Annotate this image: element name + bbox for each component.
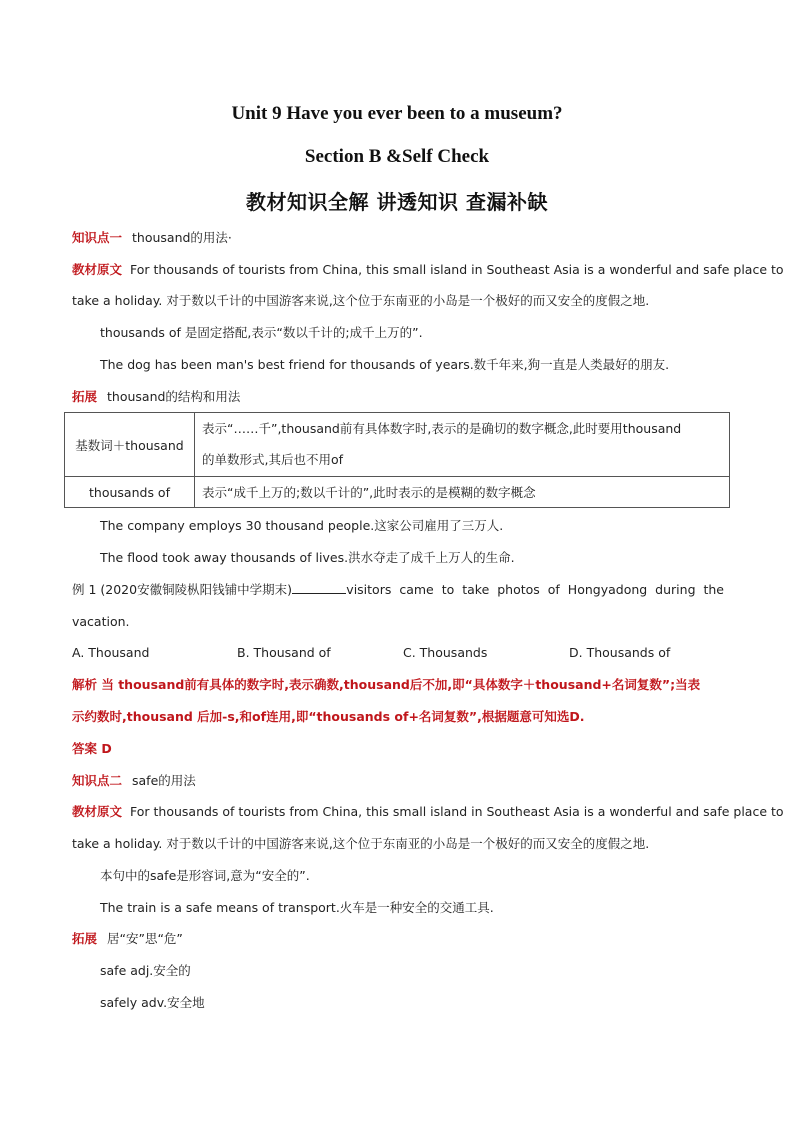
- table-row: [65, 477, 729, 508]
- table-cell-right: [202, 413, 722, 476]
- point1-example: The dog has been man's best friend for thousands of years.数千年来,狗一直是人类最好的朋友.: [100, 357, 670, 372]
- point2-extend: [72, 930, 724, 948]
- point1-note: thousands of 是固定搭配,表示“数以千计的;成千上万的”.: [100, 325, 423, 340]
- section-title: Section B &Self Check: [304, 146, 490, 167]
- point2-example: The train is a safe means of transport.火车是一种安全的交通工具.: [100, 900, 494, 915]
- analysis-line-2: 示约数时,thousand 后加-s,和of连用,即“thousands of+名词复数”,根据题意可知选D.: [72, 709, 585, 724]
- question-stem-rest: visitors came to take photos of Hongyadong during the: [346, 582, 724, 597]
- table-cell-right-line: 的单数形式,其后也不用of: [202, 452, 344, 467]
- answer-blank: [292, 581, 346, 594]
- thousand-usage-table: [64, 412, 730, 508]
- point1-extend-label: 拓展: [72, 389, 98, 404]
- point2-source: [72, 803, 784, 821]
- option-a: A. Thousand: [72, 645, 150, 660]
- subtitle: 教材知识全解 讲透知识 查漏补缺: [246, 190, 548, 214]
- point2-extend-text: 居“安”思“危”: [107, 931, 183, 946]
- point1-text: thousand的用法·: [132, 230, 232, 245]
- point1-extend-text: thousand的结构和用法: [107, 389, 241, 404]
- point1-heading: [72, 229, 724, 247]
- point1-source-en: For thousands of tourists from China, this small island in Southeast Asia is a wonderful and safe place to: [130, 262, 784, 277]
- point1-source-cont: take a holiday. 对于数以千计的中国游客来说,这个位于东南亚的小岛是一个极好的而又安全的度假之地.: [72, 293, 650, 308]
- point1-source-label: 教材原文: [72, 262, 123, 277]
- point2-extend-label: 拓展: [72, 931, 98, 946]
- point2-word-1: safe adj.安全的: [100, 963, 191, 978]
- point2-source-label: 教材原文: [72, 804, 123, 819]
- table-row: [65, 413, 729, 477]
- point2-word-2: safely adv.安全地: [100, 995, 205, 1010]
- table-cell-right-line: 表示“……千”,thousand前有具体数字时,表示的是确切的数字概念,此时要用thousand: [202, 421, 682, 436]
- point2-note: 本句中的safe是形容词,意为“安全的”.: [100, 868, 310, 883]
- table-cell-left: thousands of: [65, 477, 195, 508]
- unit-title: Unit 9 Have you ever been to a museum?: [231, 103, 563, 124]
- point2-label: 知识点二: [72, 773, 123, 788]
- after-table-example-2: The flood took away thousands of lives.洪水夺走了成千上万人的生命.: [100, 550, 515, 565]
- question-source: 例 1 (2020安徽铜陵枞阳钱铺中学期末): [72, 582, 292, 597]
- point2-heading: [72, 772, 724, 790]
- question-prefix: [72, 581, 346, 599]
- point2-source-en: For thousands of tourists from China, this small island in Southeast Asia is a wonderful and safe place to: [130, 804, 784, 819]
- option-d: D. Thousands of: [569, 645, 671, 660]
- question-stem-cont: vacation.: [72, 614, 130, 629]
- answer: 答案 D: [72, 741, 112, 756]
- analysis-line-1: 解析 当 thousand前有具体的数字时,表示确数,thousand后不加,即“具体数字＋thousand+名词复数”;当表: [72, 677, 701, 692]
- point2-source-cont: take a holiday. 对于数以千计的中国游客来说,这个位于东南亚的小岛是一个极好的而又安全的度假之地.: [72, 836, 650, 851]
- point2-text: safe的用法: [132, 773, 196, 788]
- table-cell-right: 表示“成千上万的;数以千计的”,此时表示的是模糊的数字概念: [202, 485, 536, 500]
- option-b: B. Thousand of: [237, 645, 331, 660]
- point1-extend: [72, 388, 724, 406]
- question-stem: [72, 581, 724, 599]
- option-c: C. Thousands: [403, 645, 488, 660]
- after-table-example-1: The company employs 30 thousand people.这家公司雇用了三万人.: [100, 518, 504, 533]
- point1-label: 知识点一: [72, 230, 123, 245]
- point1-source: [72, 261, 784, 279]
- table-cell-left: 基数词＋thousand: [65, 413, 195, 476]
